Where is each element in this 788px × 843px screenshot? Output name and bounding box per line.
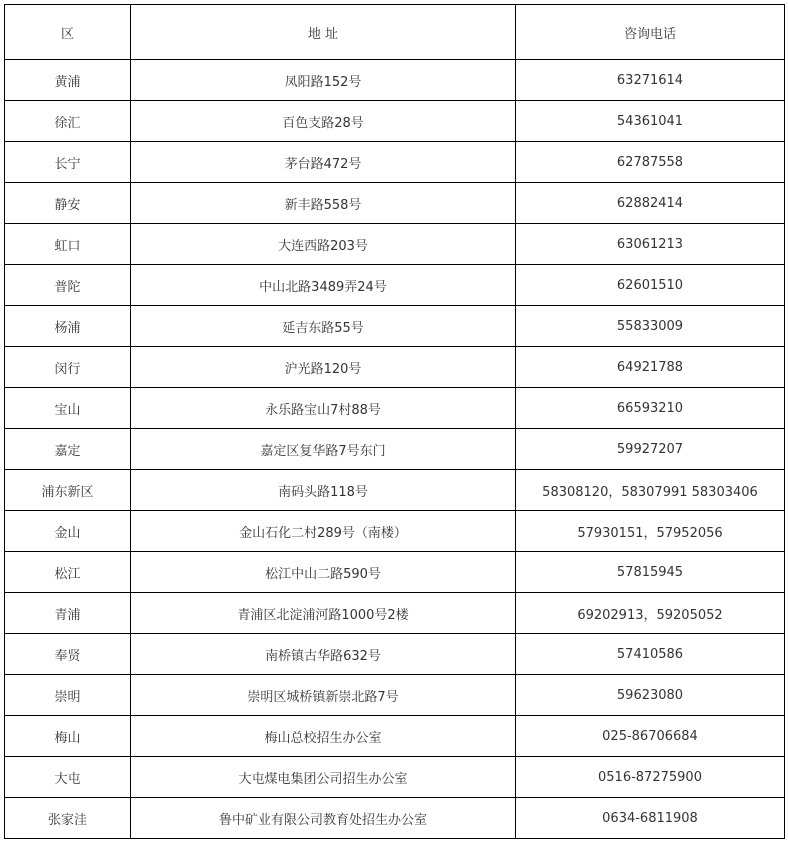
header-address: 地 址 xyxy=(131,5,516,60)
address-cell: 南桥镇古华路632号 xyxy=(131,634,516,675)
table-row xyxy=(5,101,785,142)
table-row xyxy=(5,593,785,634)
district-cell: 浦东新区 xyxy=(5,470,131,511)
phone-cell: 57410586 xyxy=(516,634,785,675)
table-row xyxy=(5,634,785,675)
phone-cell: 025-86706684 xyxy=(516,716,785,757)
phone-cell: 57815945 xyxy=(516,552,785,593)
address-cell: 金山石化二村289号（南楼） xyxy=(131,511,516,552)
phone-cell: 66593210 xyxy=(516,388,785,429)
table-body xyxy=(5,60,785,839)
phone-cell: 59927207 xyxy=(516,429,785,470)
table-row xyxy=(5,224,785,265)
phone-cell: 64921788 xyxy=(516,347,785,388)
district-cell: 金山 xyxy=(5,511,131,552)
table-row xyxy=(5,757,785,798)
table-row xyxy=(5,511,785,552)
phone-cell: 58308120，58307991 58303406 xyxy=(516,470,785,511)
address-cell: 嘉定区复华路7号东门 xyxy=(131,429,516,470)
district-cell: 杨浦 xyxy=(5,306,131,347)
address-cell: 中山北路3489弄24号 xyxy=(131,265,516,306)
district-cell: 崇明 xyxy=(5,675,131,716)
phone-cell: 57930151，57952056 xyxy=(516,511,785,552)
address-cell: 茅台路472号 xyxy=(131,142,516,183)
district-cell: 松江 xyxy=(5,552,131,593)
table-row xyxy=(5,675,785,716)
district-cell: 长宁 xyxy=(5,142,131,183)
header-district: 区 xyxy=(5,5,131,60)
district-cell: 黄浦 xyxy=(5,60,131,101)
phone-cell: 69202913，59205052 xyxy=(516,593,785,634)
district-cell: 虹口 xyxy=(5,224,131,265)
district-cell: 闵行 xyxy=(5,347,131,388)
table-row xyxy=(5,306,785,347)
district-cell: 普陀 xyxy=(5,265,131,306)
address-cell: 崇明区城桥镇新崇北路7号 xyxy=(131,675,516,716)
address-cell: 沪光路120号 xyxy=(131,347,516,388)
district-cell: 大屯 xyxy=(5,757,131,798)
district-cell: 静安 xyxy=(5,183,131,224)
district-cell: 徐汇 xyxy=(5,101,131,142)
phone-cell: 59623080 xyxy=(516,675,785,716)
phone-cell: 62601510 xyxy=(516,265,785,306)
table-row xyxy=(5,716,785,757)
district-cell: 张家洼 xyxy=(5,798,131,839)
address-cell: 新丰路558号 xyxy=(131,183,516,224)
address-cell: 百色支路28号 xyxy=(131,101,516,142)
address-cell: 青浦区北淀浦河路1000号2楼 xyxy=(131,593,516,634)
district-cell: 青浦 xyxy=(5,593,131,634)
address-cell: 大屯煤电集团公司招生办公室 xyxy=(131,757,516,798)
phone-cell: 63271614 xyxy=(516,60,785,101)
table-row xyxy=(5,388,785,429)
table-row xyxy=(5,60,785,101)
address-cell: 南码头路118号 xyxy=(131,470,516,511)
address-cell: 大连西路203号 xyxy=(131,224,516,265)
table-row xyxy=(5,265,785,306)
phone-cell: 62882414 xyxy=(516,183,785,224)
district-cell: 梅山 xyxy=(5,716,131,757)
table-row xyxy=(5,183,785,224)
table-row xyxy=(5,429,785,470)
table-row xyxy=(5,470,785,511)
header-phone: 咨询电话 xyxy=(516,5,785,60)
address-cell: 鲁中矿业有限公司教育处招生办公室 xyxy=(131,798,516,839)
district-cell: 宝山 xyxy=(5,388,131,429)
address-cell: 凤阳路152号 xyxy=(131,60,516,101)
phone-cell: 0516-87275900 xyxy=(516,757,785,798)
phone-cell: 55833009 xyxy=(516,306,785,347)
district-cell: 嘉定 xyxy=(5,429,131,470)
table-row xyxy=(5,347,785,388)
address-cell: 梅山总校招生办公室 xyxy=(131,716,516,757)
address-cell: 松江中山二路590号 xyxy=(131,552,516,593)
phone-cell: 63061213 xyxy=(516,224,785,265)
phone-cell: 62787558 xyxy=(516,142,785,183)
contact-table xyxy=(4,4,785,839)
address-cell: 延吉东路55号 xyxy=(131,306,516,347)
phone-cell: 0634-6811908 xyxy=(516,798,785,839)
district-cell: 奉贤 xyxy=(5,634,131,675)
table-row xyxy=(5,142,785,183)
phone-cell: 54361041 xyxy=(516,101,785,142)
table-row xyxy=(5,798,785,839)
table-row xyxy=(5,552,785,593)
address-cell: 永乐路宝山7村88号 xyxy=(131,388,516,429)
table-header-row xyxy=(5,5,785,60)
